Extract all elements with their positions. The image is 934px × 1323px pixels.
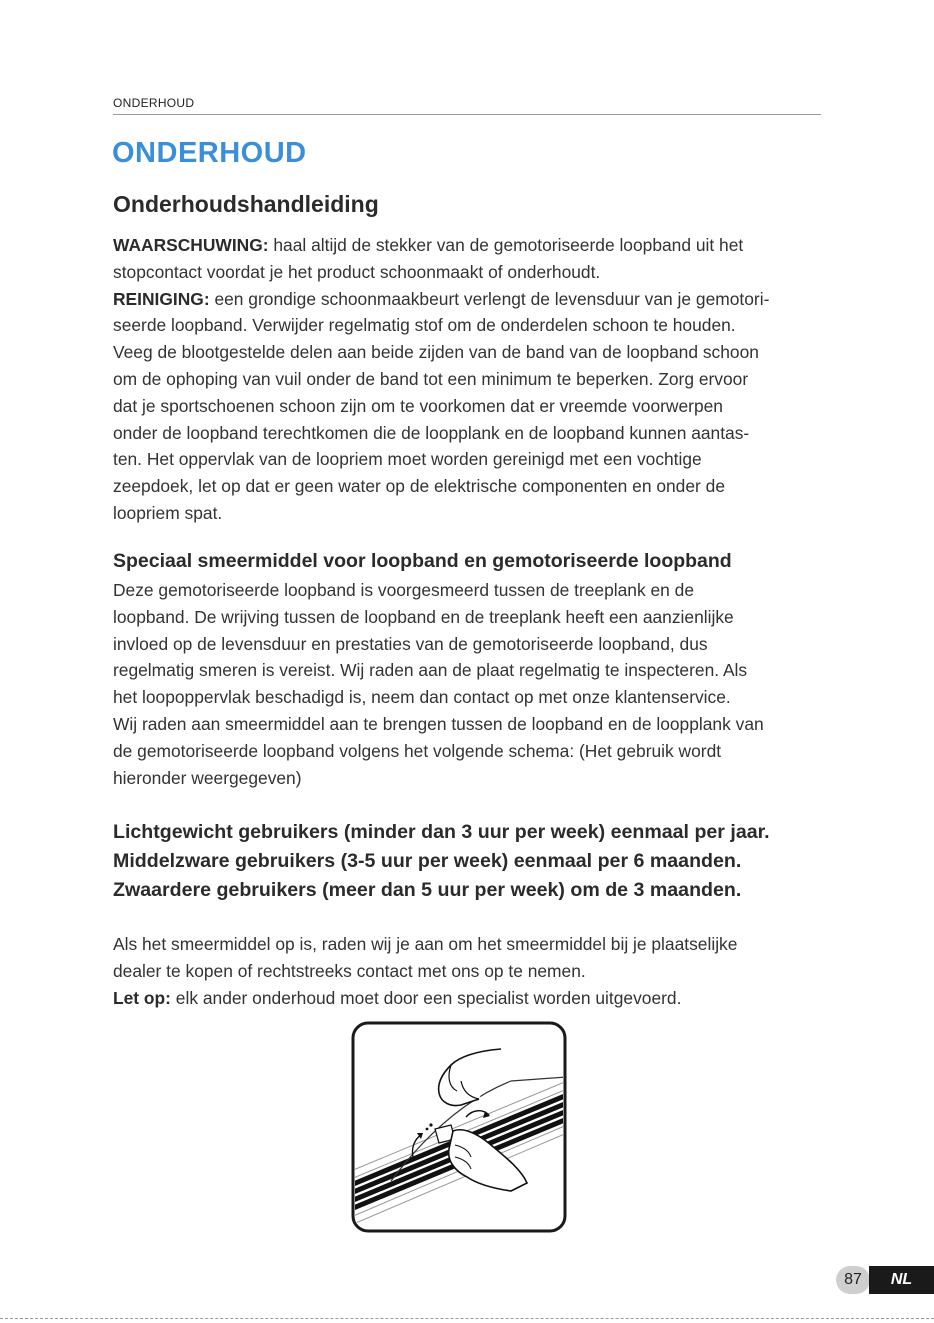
- lubricant-paragraph: [113, 577, 825, 791]
- warning-paragraph: [113, 232, 825, 527]
- page-number: 87: [836, 1266, 870, 1294]
- section-title: ONDERHOUD: [112, 137, 307, 169]
- warning-line-1: [113, 232, 825, 259]
- cleaning-text: een grondige schoonmaakbeurt verlengt de levensduur van je gemotori-: [209, 288, 770, 309]
- cleaning-line: loopriem spat.: [113, 502, 223, 523]
- cleaning-line: seerde loopband. Verwijder regelmatig stof om de onderdelen schoon te houden.: [113, 315, 736, 336]
- cleaning-line: Veeg de blootgestelde delen aan beide zijden van de band van de loopband schoon: [113, 342, 759, 363]
- cleaning-label: REINIGING:: [113, 288, 210, 309]
- closing-line-2: dealer te kopen of rechtstreeks contact met ons op te nemen.: [113, 960, 586, 981]
- lubricant-line: het loopoppervlak beschadigd is, neem dan contact op met onze klantenservice.: [113, 687, 731, 708]
- lubricant-line: Wij raden aan smeermiddel aan te brengen tussen de loopband en de loopplank van: [113, 713, 764, 734]
- lubrication-schedule: [113, 818, 770, 905]
- lubricant-heading: Speciaal smeermiddel voor loopband en gemotoriseerde loopband: [113, 550, 732, 572]
- cleaning-line: dat je sportschoenen schoon zijn om te voorkomen dat er vreemde voorwerpen: [113, 395, 723, 416]
- schedule-item-light: Lichtgewicht gebruikers (minder dan 3 uur per week) eenmaal per jaar.: [113, 821, 770, 843]
- lubricant-line: Deze gemotoriseerde loopband is voorgesmeerd tussen de treeplank en de: [113, 580, 695, 600]
- schedule-item-heavy: Zwaardere gebruikers (meer dan 5 uur per week) om de 3 maanden.: [113, 879, 742, 901]
- page-bottom-dashed-line: [0, 1318, 934, 1319]
- maintenance-heading: Onderhoudshandleiding: [113, 191, 379, 217]
- language-tab: NL: [869, 1266, 934, 1294]
- lubricant-line: regelmatig smeren is vereist. Wij raden aan de plaat regelmatig te inspecteren. Als: [113, 660, 748, 681]
- lubricant-line: invloed op de levensduur en prestaties van de gemotoriseerde loopband, dus: [113, 633, 708, 654]
- note-label: Let op:: [113, 987, 171, 1008]
- cleaning-line-1: [113, 286, 825, 313]
- cleaning-line: om de ophoping van vuil onder de band tot een minimum te beperken. Zorg ervoor: [113, 368, 749, 389]
- cleaning-line: onder de loopband terechtkomen die de loopplank en de loopband kunnen aantas-: [113, 422, 750, 443]
- note-text: elk ander onderhoud moet door een specialist worden uitgevoerd.: [170, 987, 682, 1008]
- header-divider: [113, 114, 821, 115]
- lubricant-line: de gemotoriseerde loopband volgens het volgende schema: (Het gebruik wordt: [113, 740, 722, 761]
- closing-line-1: Als het smeermiddel op is, raden wij je aan om het smeermiddel bij je plaatselijke: [113, 934, 738, 954]
- note-line: [113, 985, 825, 1012]
- schedule-item-medium: Middelzware gebruikers (3-5 uur per week) eenmaal per 6 maanden.: [113, 850, 742, 872]
- lubricant-line: hieronder weergegeven): [113, 767, 302, 788]
- lubricant-line: loopband. De wrijving tussen de loopband en de treeplank heeft een aanzienlijke: [113, 606, 734, 627]
- cleaning-line: zeepdoek, let op dat er geen water op de elektrische componenten en onder de: [113, 476, 725, 497]
- running-header: ONDERHOUD: [113, 96, 195, 110]
- warning-text: haal altijd de stekker van de gemotoriseerde loopband uit het: [268, 235, 744, 255]
- cleaning-line: ten. Het oppervlak van de loopriem moet worden gereinigd met een vochtige: [113, 449, 702, 470]
- warning-line-2: stopcontact voordat je het product schoonmaakt of onderhoudt.: [113, 261, 601, 282]
- warning-label: WAARSCHUWING:: [113, 235, 269, 255]
- lubricate-treadmill-belt-illustration: [351, 1021, 567, 1233]
- closing-paragraph: [113, 931, 825, 1011]
